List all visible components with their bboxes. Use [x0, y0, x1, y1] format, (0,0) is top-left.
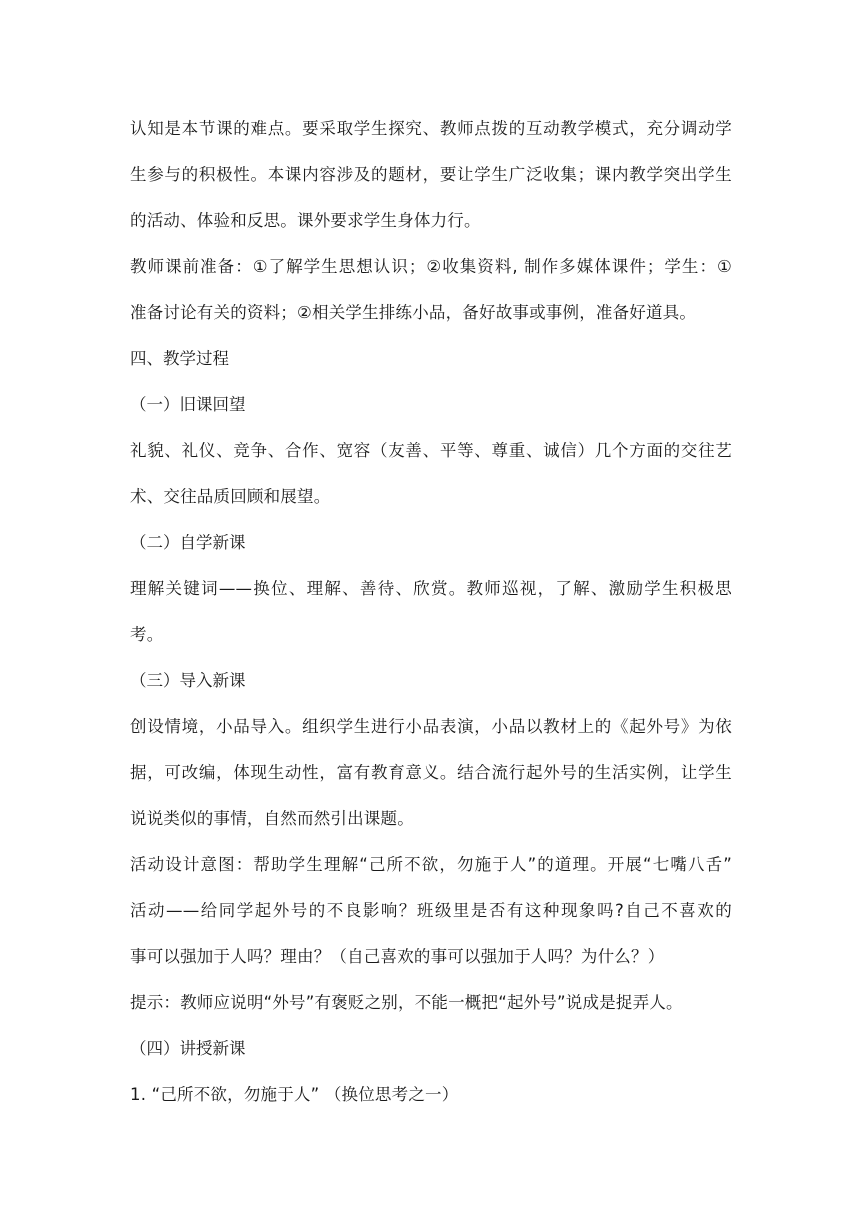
document-content — [130, 106, 732, 1118]
subsection-title-review: （一）旧课回望 — [130, 395, 246, 414]
text-line: 教师课前准备：①了解学生思想认识；②收集资料, 制作多媒体课件；学生：① — [130, 257, 732, 276]
text-line: 理解关键词——换位、理解、善待、欣赏。教师巡视，了解、激励学生积极思 — [130, 579, 732, 598]
text-line: 准备讨论有关的资料；②相关学生排练小品，备好故事或事例，准备好道具。 — [130, 303, 697, 322]
list-item-heading: 1. “己所不欲，勿施于人” （换位思考之一） — [130, 1085, 459, 1104]
subsection-title-self-study: （二）自学新课 — [130, 533, 246, 552]
text-line: 创设情境，小品导入。组织学生进行小品表演，小品以教材上的《起外号》为依 — [130, 717, 732, 736]
subsection-title-introduction: （三）导入新课 — [130, 671, 246, 690]
paragraph-introduction — [130, 704, 732, 842]
paragraph-activity-design — [130, 842, 732, 980]
text-line: 考。 — [130, 625, 164, 644]
text-line: 生参与的积极性。本课内容涉及的题材，要让学生广泛收集；课内教学突出学生 — [130, 165, 732, 184]
subsection-title-new-lesson: （四）讲授新课 — [130, 1039, 246, 1058]
paragraph-hint: 提示：教师应说明“外号”有褒贬之别，不能一概把“起外号”说成是捉弄人。 — [130, 993, 683, 1012]
text-line: 事可以强加于人吗？理由？（自己喜欢的事可以强加于人吗？为什么？） — [130, 947, 665, 966]
paragraph-teaching-difficulty — [130, 106, 732, 244]
text-line: 活动设计意图：帮助学生理解“己所不欲，勿施于人”的道理。开展“七嘴八舌” — [130, 855, 732, 874]
text-line: 说说类似的事情，自然而然引出课题。 — [130, 809, 414, 828]
text-line: 术、交往品质回顾和展望。 — [130, 487, 331, 506]
text-line: 礼貌、礼仪、竞争、合作、宽容（友善、平等、尊重、诚信）几个方面的交往艺 — [130, 441, 732, 460]
text-line: 认知是本节课的难点。要采取学生探究、教师点拨的互动教学模式，充分调动学 — [130, 119, 732, 138]
text-line: 据，可改编，体现生动性，富有教育意义。结合流行起外号的生活实例，让学生 — [130, 763, 732, 782]
section-title-teaching-process: 四、教学过程 — [130, 349, 229, 368]
text-line: 活动——给同学起外号的不良影响？班级里是否有这种现象吗?自己不喜欢的 — [130, 901, 732, 920]
paragraph-preparation — [130, 244, 732, 336]
paragraph-self-study — [130, 566, 732, 658]
paragraph-review — [130, 428, 732, 520]
text-line: 的活动、体验和反思。课外要求学生身体力行。 — [130, 211, 481, 230]
